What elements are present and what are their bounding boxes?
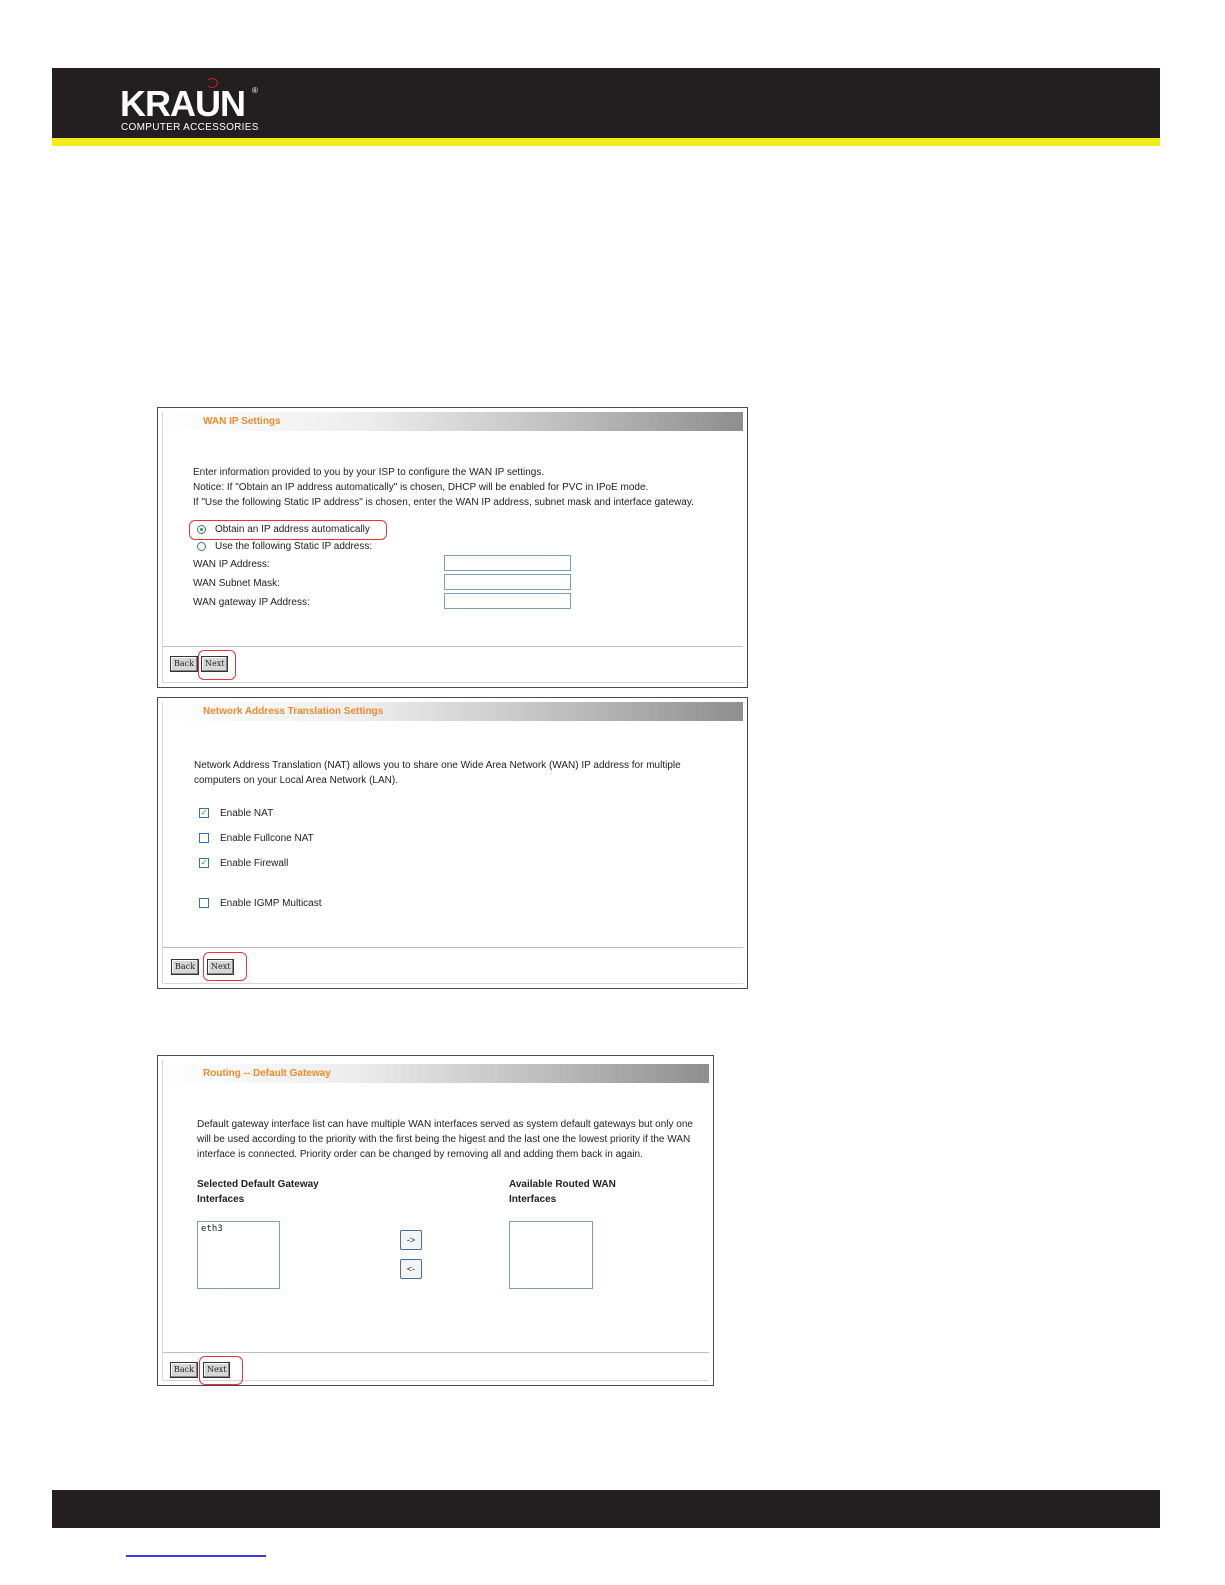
enable-nat-checkbox[interactable]: ✓ — [200, 808, 208, 817]
brand-header — [52, 68, 1160, 138]
nat-settings-panel — [157, 697, 748, 989]
static-ip-label: Use the following Static IP address: — [215, 541, 373, 552]
divider — [163, 1352, 709, 1353]
wan-ip-settings-panel — [157, 407, 748, 688]
available-wan-heading: Interfaces — [509, 1194, 557, 1205]
intro-line: Enter information provided to you by your ISP to configure the WAN IP settings. — [193, 467, 545, 478]
routing-default-gateway-panel — [157, 1055, 714, 1386]
header-stripe — [52, 138, 1160, 146]
logo-swirl-icon — [206, 78, 218, 88]
next-button[interactable]: Next — [207, 959, 234, 975]
kraun-logo — [120, 80, 300, 136]
move-right-button[interactable]: -> — [400, 1230, 422, 1250]
back-button[interactable]: Back — [170, 656, 198, 672]
obtain-ip-label: Obtain an IP address automatically — [215, 524, 370, 535]
highlight-outline — [199, 1356, 243, 1385]
highlight-outline — [203, 952, 247, 981]
intro-line: Network Address Translation (NAT) allows you to share one Wide Area Network (WAN) IP address for multiple — [194, 760, 681, 771]
enable-igmp-multicast-checkbox[interactable] — [199, 898, 209, 908]
selected-gateway-listbox[interactable] — [197, 1221, 280, 1289]
brand-footer — [52, 1490, 1160, 1528]
panel-frame — [162, 702, 743, 984]
intro-line: Default gateway interface list can have multiple WAN interfaces served as system default gateways but only one — [197, 1119, 693, 1130]
divider — [163, 646, 743, 647]
registered-icon: ® — [252, 86, 258, 95]
next-button[interactable]: Next — [201, 656, 228, 672]
enable-fullcone-nat-label: Enable Fullcone NAT — [220, 833, 314, 844]
intro-line: will be used according to the priority with the first being the higest and the last one the lowest priority if the WAN — [197, 1134, 691, 1145]
back-button[interactable]: Back — [170, 1362, 198, 1378]
highlight-outline — [198, 650, 236, 680]
selected-gateway-heading: Interfaces — [197, 1194, 245, 1205]
logo-tagline: COMPUTER ACCESSORIES — [121, 122, 259, 133]
panel-title: WAN IP Settings — [163, 412, 743, 431]
next-button[interactable]: Next — [203, 1362, 230, 1378]
intro-line: computers on your Local Area Network (LAN). — [194, 775, 398, 786]
wan-ip-address-label: WAN IP Address: — [193, 559, 270, 570]
enable-fullcone-nat-checkbox[interactable] — [199, 833, 209, 843]
intro-line: If "Use the following Static IP address" is chosen, enter the WAN IP address, subnet mask and interface gateway. — [193, 497, 694, 508]
intro-line: Notice: If "Obtain an IP address automatically" is chosen, DHCP will be enabled for PVC in IPoE mode. — [193, 482, 649, 493]
move-left-button[interactable]: <- — [400, 1259, 422, 1279]
wan-gateway-input[interactable] — [444, 593, 571, 609]
obtain-ip-radio[interactable] — [197, 525, 206, 534]
footer-link[interactable] — [126, 1555, 266, 1557]
panel-frame — [162, 412, 743, 683]
back-button[interactable]: Back — [171, 959, 199, 975]
static-ip-radio[interactable] — [197, 542, 206, 551]
panel-title: Routing -- Default Gateway — [163, 1064, 709, 1083]
enable-firewall-checkbox[interactable]: ✓ — [200, 858, 208, 867]
logo-text: KRAUN — [120, 83, 245, 124]
enable-firewall-label: Enable Firewall — [220, 858, 289, 869]
available-wan-listbox[interactable] — [509, 1221, 593, 1289]
intro-line: interface is connected. Priority order can be changed by removing all and adding them back in again. — [197, 1149, 643, 1160]
wan-subnet-mask-input[interactable] — [444, 574, 571, 590]
divider — [163, 947, 743, 948]
wan-ip-address-input[interactable] — [444, 555, 571, 571]
panel-title: Network Address Translation Settings — [163, 702, 743, 721]
panel-frame — [162, 1060, 709, 1381]
selected-gateway-heading: Selected Default Gateway — [197, 1179, 319, 1190]
wan-subnet-mask-label: WAN Subnet Mask: — [193, 578, 280, 589]
enable-igmp-multicast-label: Enable IGMP Multicast — [220, 898, 322, 909]
list-item[interactable]: eth3 — [201, 1224, 223, 1234]
available-wan-heading: Available Routed WAN — [509, 1179, 616, 1190]
wan-gateway-label: WAN gateway IP Address: — [193, 597, 310, 608]
enable-nat-label: Enable NAT — [220, 808, 274, 819]
